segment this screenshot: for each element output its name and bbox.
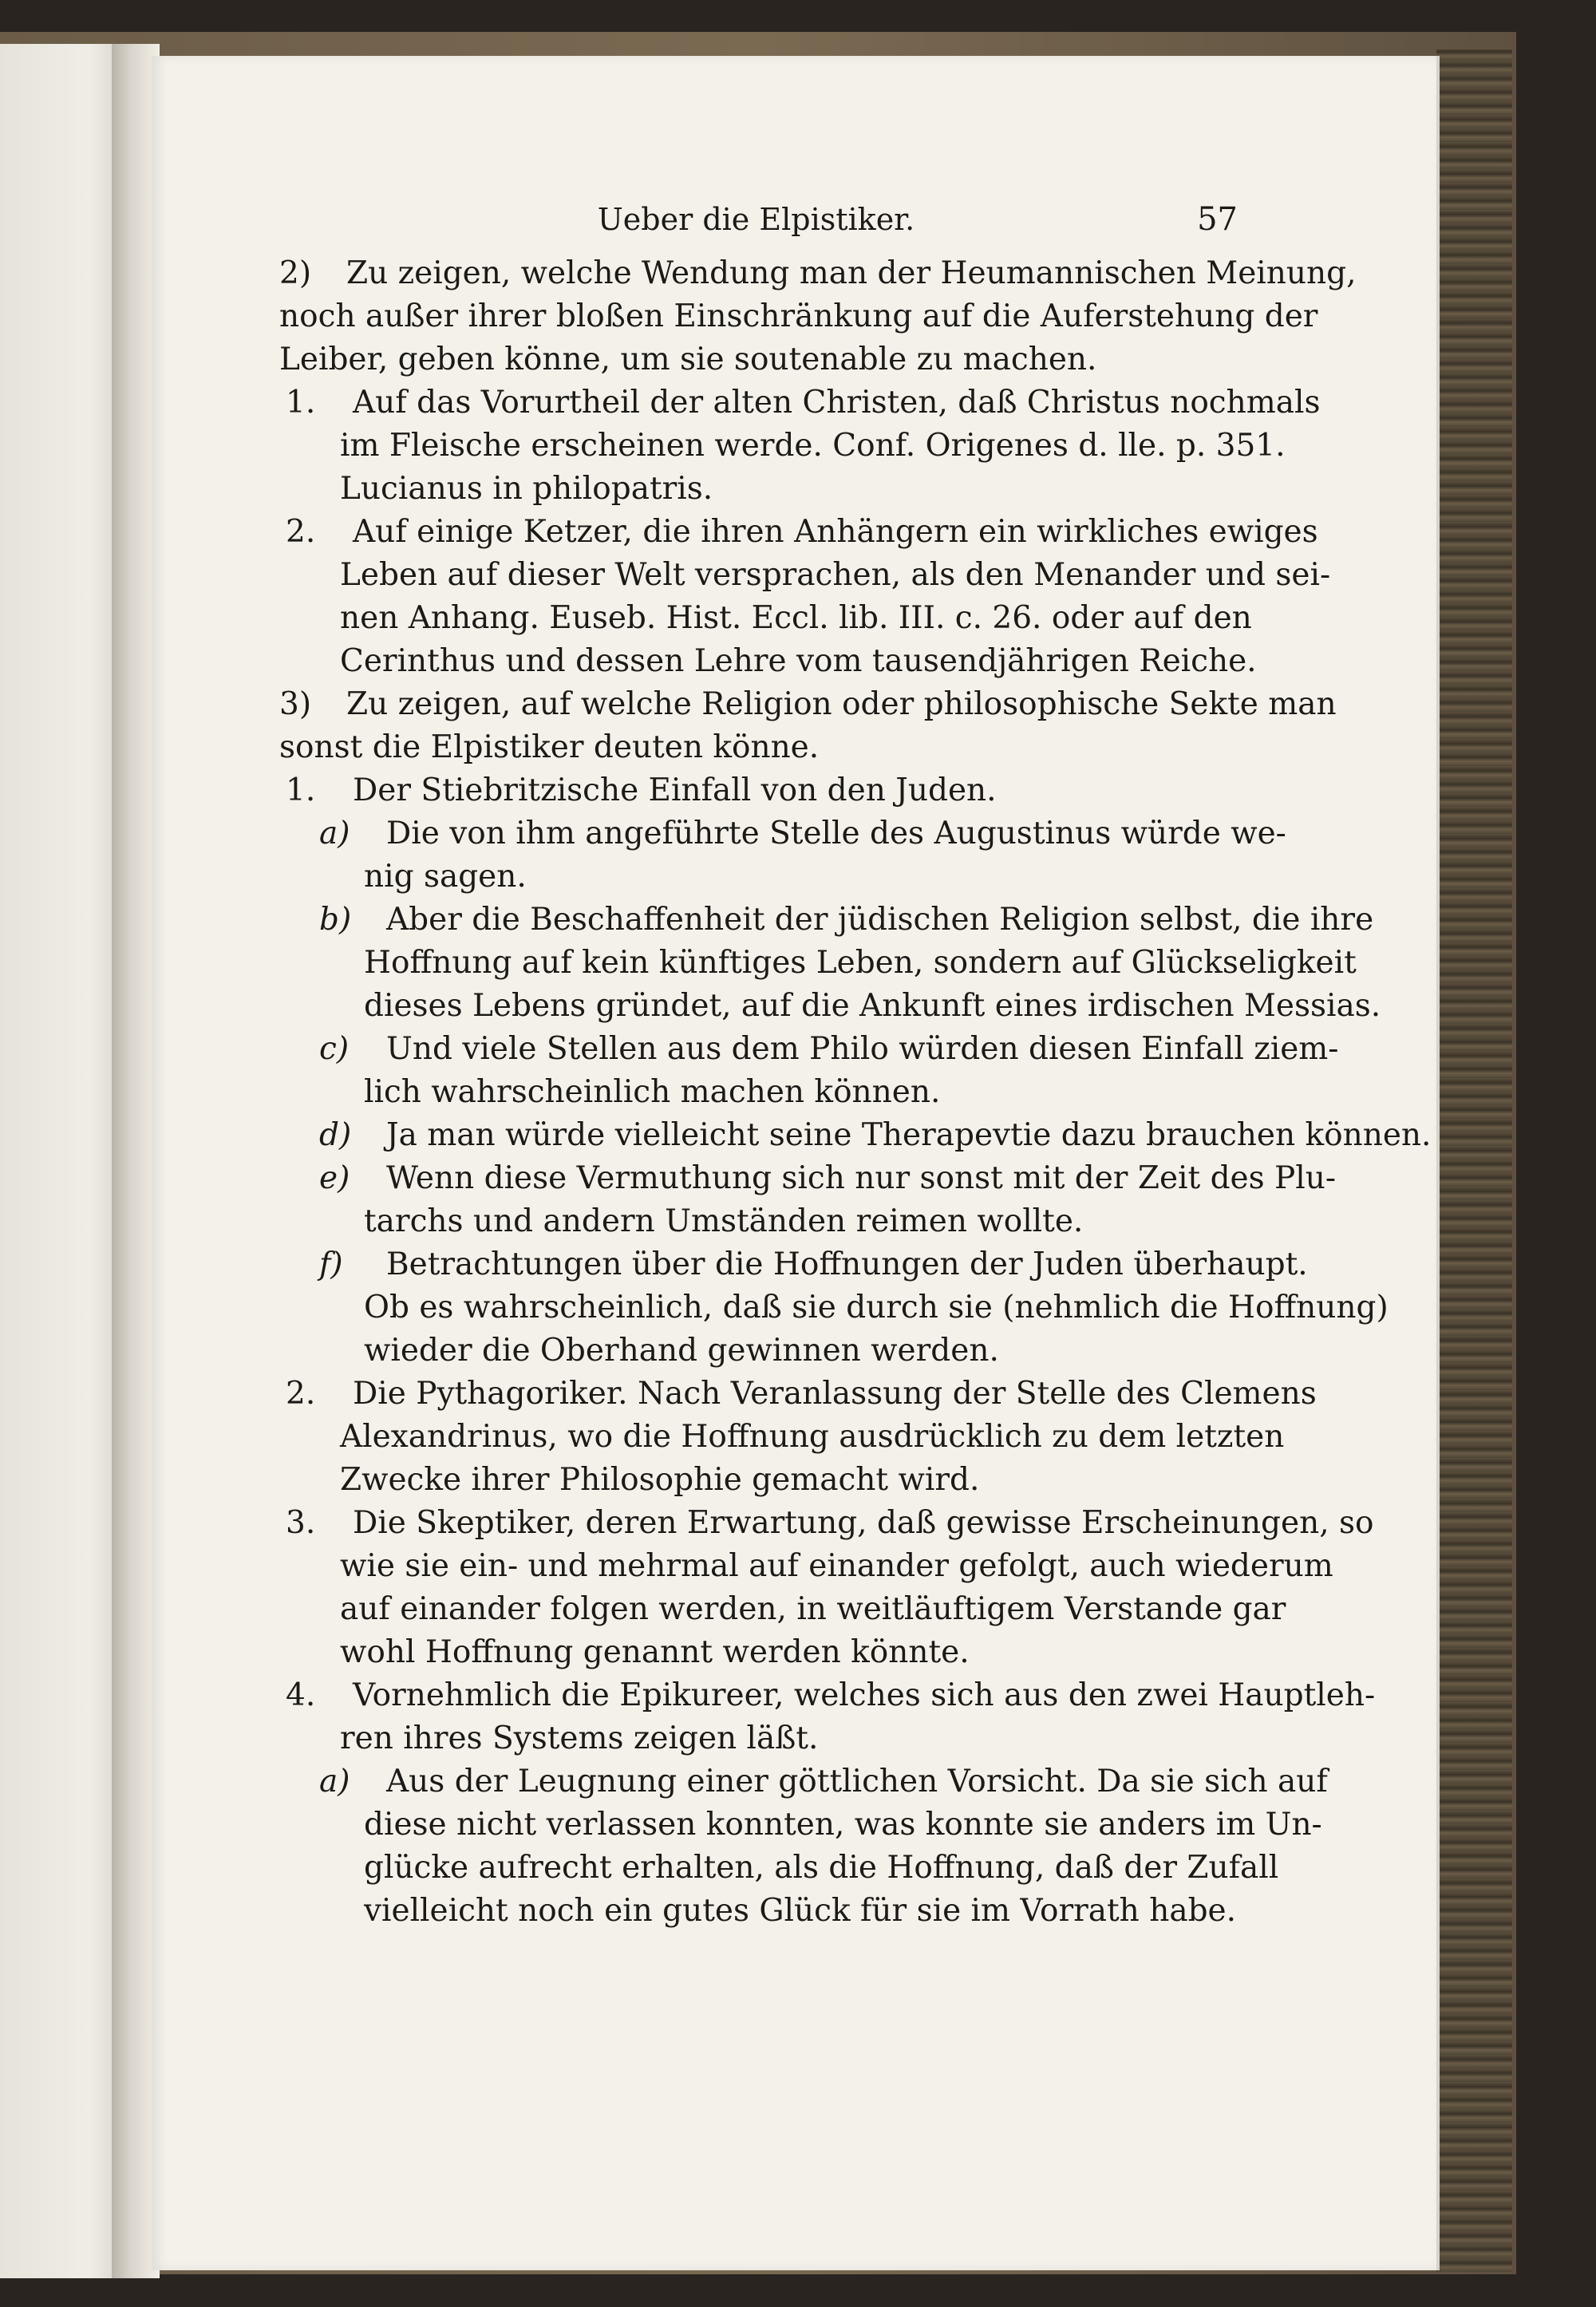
line-text: Zu zeigen, auf welche Religion oder philosophische Sekte man [346,686,1337,722]
line-text: Alexandrinus, wo die Hoffnung ausdrücklich zu dem letzten [340,1419,1285,1455]
outline-item-line [279,683,1337,726]
outline-item-line [279,1674,1376,1717]
line-text: Hoffnung auf kein künftiges Leben, sondern auf Glückseligkeit [364,945,1357,981]
item-label: a) [319,816,350,851]
line-text: lich wahrscheinlich machen können. [364,1074,941,1110]
item-label: 3. [286,1505,316,1541]
item-label: 1. [286,385,316,421]
outline-continuation-line [279,1416,1285,1459]
outline-item-line [279,769,1233,812]
outline-continuation-line [279,855,1233,899]
line-text: nen Anhang. Euseb. Hist. Eccl. lib. III. c. 26. oder auf den [340,600,1252,636]
outline-continuation-line [279,726,1233,769]
line-text: Ja man würde vielleicht seine Therapevtie dazu brauchen können. [386,1117,1432,1153]
line-text: Zwecke ihrer Philosophie gemacht wird. [340,1462,980,1498]
outline-item-line [279,381,1321,425]
item-label: 2. [286,1376,316,1412]
line-text: Ob es wahrscheinlich, daß sie durch sie (nehmlich die Hoffnung) [364,1290,1389,1325]
outline-continuation-line [279,1200,1233,1243]
outline-continuation-line [279,1717,1233,1760]
outline-continuation-line [279,1890,1237,1933]
outline-continuation-line [279,597,1252,640]
line-text: Der Stiebritzische Einfall von den Juden. [353,772,997,808]
outline-continuation-line [279,1071,1233,1114]
line-text: Die Skeptiker, deren Erwartung, daß gewisse Erscheinungen, so [353,1505,1374,1541]
item-label: e) [319,1160,350,1196]
item-label: f) [319,1246,343,1282]
item-label: 4. [286,1677,316,1713]
line-text: auf einander folgen werden, in weitläuftigem Verstande gar [340,1591,1286,1627]
outline-item-line [279,1760,1328,1803]
line-text: Auf das Vorurtheil der alten Christen, daß Christus nochmals [353,385,1321,421]
page-header [279,198,1238,246]
line-text: nig sagen. [364,859,527,895]
item-label: c) [319,1031,350,1067]
line-text: Aber die Beschaffenheit der jüdischen Religion selbst, die ihre [386,902,1374,938]
outline-continuation-line [279,985,1381,1028]
line-text: Wenn diese Vermuthung sich nur sonst mit der Zeit des Plu- [386,1160,1337,1196]
outline-item-line [279,1243,1308,1286]
outline-item-line [279,252,1357,295]
item-label: a) [319,1764,350,1799]
line-text: Aus der Leugnung einer göttlichen Vorsicht. Da sie sich auf [386,1764,1328,1799]
outline-continuation-line [279,1631,1233,1674]
outline-continuation-line [279,338,1233,381]
outline-item-line [279,511,1318,554]
line-text: Zu zeigen, welche Wendung man der Heumannischen Meinung, [346,255,1357,291]
page-edge-marbled [1436,49,1512,2272]
page-text-block [279,198,1432,1933]
item-label: b) [319,902,352,938]
line-text: vielleicht noch ein gutes Glück für sie im Vorrath habe. [364,1893,1237,1929]
line-text: wohl Hoffnung genannt werden könnte. [340,1634,970,1670]
outline-continuation-line [279,425,1286,468]
line-text: ren ihres Systems zeigen läßt. [340,1720,819,1756]
outline-continuation-line [279,1329,1233,1373]
outline-continuation-line [279,1286,1389,1329]
outline-lines [279,252,1432,1933]
outline-item-line [279,1157,1337,1200]
outline-item-line [279,1373,1317,1416]
line-text: dieses Lebens gründet, auf die Ankunft eines irdischen Messias. [364,988,1381,1024]
line-text: Die von ihm angeführte Stelle des Augustinus würde we- [386,816,1286,851]
outline-item-line [279,1114,1432,1157]
running-title: Ueber die Elpistiker. [597,202,915,237]
line-text: Und viele Stellen aus dem Philo würden diesen Einfall ziem- [386,1031,1339,1067]
page-number: 57 [1197,201,1238,238]
outline-item-line [279,812,1286,855]
line-text: Lucianus in philopatris. [340,471,713,507]
line-text: Auf einige Ketzer, die ihren Anhängern ein wirkliches ewiges [353,514,1318,550]
outline-item-line [279,899,1374,942]
outline-continuation-line [279,942,1357,985]
line-text: Leiber, geben könne, um sie soutenable zu machen. [279,342,1097,377]
line-text: tarchs und andern Umständen reimen wollte. [364,1203,1084,1239]
line-text: diese nicht verlassen konnten, was konnte sie anders im Un- [364,1807,1322,1843]
outline-continuation-line [279,1803,1322,1847]
item-label: 1. [286,772,316,808]
line-text: Vornehmlich die Epikureer, welches sich aus den zwei Hauptleh- [353,1677,1376,1713]
line-text: Betrachtungen über die Hoffnungen der Juden überhaupt. [386,1246,1308,1282]
item-label: 2. [286,514,316,550]
line-text: wieder die Oberhand gewinnen werden. [364,1333,999,1369]
item-label: 2) [279,255,312,291]
outline-continuation-line [279,1847,1279,1890]
item-label: 3) [279,686,312,722]
line-text: Leben auf dieser Welt versprachen, als den Menander und sei- [340,557,1331,593]
left-page [0,44,128,2278]
outline-continuation-line [279,554,1331,597]
line-text: wie sie ein- und mehrmal auf einander gefolgt, auch wiederum [340,1548,1333,1584]
line-text: Die Pythagoriker. Nach Veranlassung der Stelle des Clemens [353,1376,1317,1412]
line-text: glücke aufrecht erhalten, als die Hoffnung, daß der Zufall [364,1850,1279,1886]
outline-continuation-line [279,468,1233,511]
item-label: d) [319,1117,352,1153]
line-text: im Fleische erscheinen werde. Conf. Origenes d. lle. p. 351. [340,428,1286,464]
line-text: noch außer ihrer bloßen Einschränkung auf die Auferstehung der [279,298,1318,334]
outline-continuation-line [279,295,1318,338]
outline-continuation-line [279,1459,1233,1502]
outline-continuation-line [279,1545,1333,1588]
outline-item-line [279,1028,1339,1071]
outline-continuation-line [279,1588,1286,1631]
line-text: sonst die Elpistiker deuten könne. [279,729,820,765]
line-text: Cerinthus und dessen Lehre vom tausendjährigen Reiche. [340,643,1257,679]
outline-item-line [279,1502,1374,1545]
outline-continuation-line [279,640,1257,683]
